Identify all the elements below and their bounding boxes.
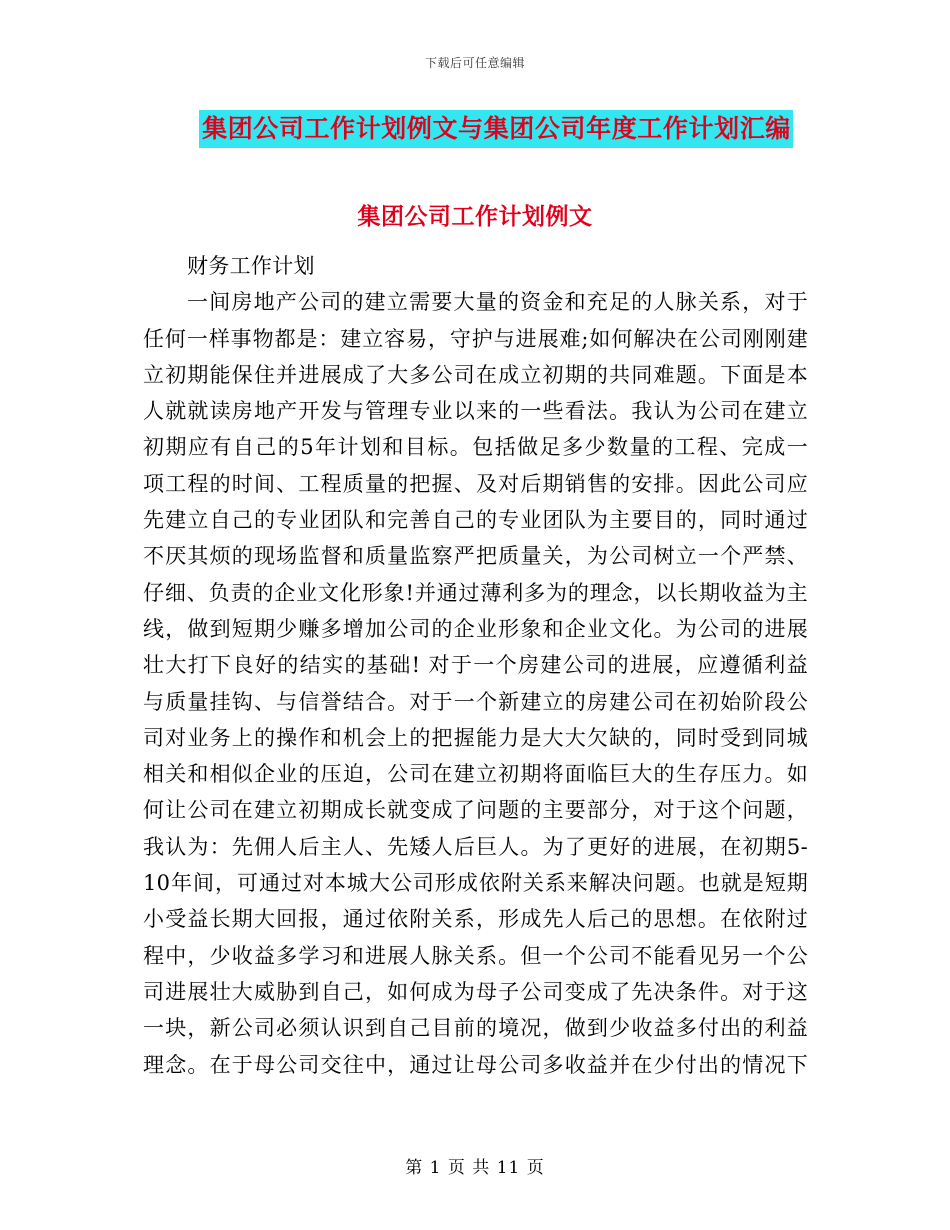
paragraph-line: 程中，少收益多学习和进展人脉关系。但一个公司不能看见另一个公 [143, 943, 808, 968]
paragraph-line: 任何一样事物都是：建立容易，守护与进展难;如何解决在公司刚刚建 [143, 326, 808, 351]
paragraph-line: 线，做到短期少赚多增加公司的企业形象和企业文化。为公司的进展 [143, 616, 808, 641]
paragraph-line: 司进展壮大威胁到自己，如何成为母子公司变成了先决条件。对于这 [143, 979, 808, 1004]
paragraph-line: 与质量挂钩、与信誉结合。对于一个新建立的房建公司在初始阶段公 [143, 689, 808, 714]
paragraph-line: 先建立自己的专业团队和完善自己的专业团队为主要目的，同时通过 [143, 508, 808, 533]
paragraph-line: 一块，新公司必须认识到自己目前的境况，做到少收益多付出的利益 [143, 1016, 808, 1041]
main-title: 集团公司工作计划例文与集团公司年度工作计划汇编 [199, 110, 793, 148]
paragraph-line: 我认为：先佣人后主人、先矮人后巨人。为了更好的进展，在初期5- [143, 834, 808, 859]
paragraph-line: 不厌其烦的现场监督和质量监察严把质量关，为公司树立一个严禁、 [143, 544, 808, 569]
paragraph-line: 司对业务上的操作和机会上的把握能力是大大欠缺的，同时受到同城 [143, 725, 808, 750]
body-text [143, 248, 808, 1083]
paragraph-line: 仔细、负责的企业文化形象!并通过薄利多为的理念，以长期收益为主 [143, 580, 808, 605]
page-number: 第 1 页 共 11 页 [405, 1158, 545, 1178]
paragraph-line: 何让公司在建立初期成长就变成了问题的主要部分，对于这个问题， [143, 798, 808, 823]
paragraph-line: 初期应有自己的5年计划和目标。包括做足多少数量的工程、完成一 [143, 435, 808, 460]
paragraph-line: 理念。在于母公司交往中，通过让母公司多收益并在少付出的情况下 [143, 1052, 808, 1077]
subheading: 财务工作计划 [187, 254, 315, 278]
paragraph-line: 壮大打下良好的结实的基础! 对于一个房建公司的进展，应遵循利益 [143, 653, 808, 678]
paragraph-line: 相关和相似企业的压迫，公司在建立初期将面临巨大的生存压力。如 [143, 762, 808, 787]
paragraph-line: 一间房地产公司的建立需要大量的资金和充足的人脉关系，对于 [187, 290, 808, 315]
section-title: 集团公司工作计划例文 [357, 204, 593, 230]
main-title-container [0, 110, 950, 148]
paragraph-line: 项工程的时间、工程质量的把握、及对后期销售的安排。因此公司应 [143, 471, 808, 496]
paragraph-line: 立初期能保住并进展成了大多公司在成立初期的共同难题。下面是本 [143, 362, 808, 387]
paragraph-line: 10年间，可通过对本城大公司形成依附关系来解决问题。也就是短期 [143, 871, 808, 896]
header-note: 下载后可任意编辑 [424, 56, 525, 70]
paragraph-line: 小受益长期大回报，通过依附关系，形成先人后己的思想。在依附过 [143, 907, 808, 932]
paragraph-line: 人就就读房地产开发与管理专业以来的一些看法。我认为公司在建立 [143, 399, 808, 424]
